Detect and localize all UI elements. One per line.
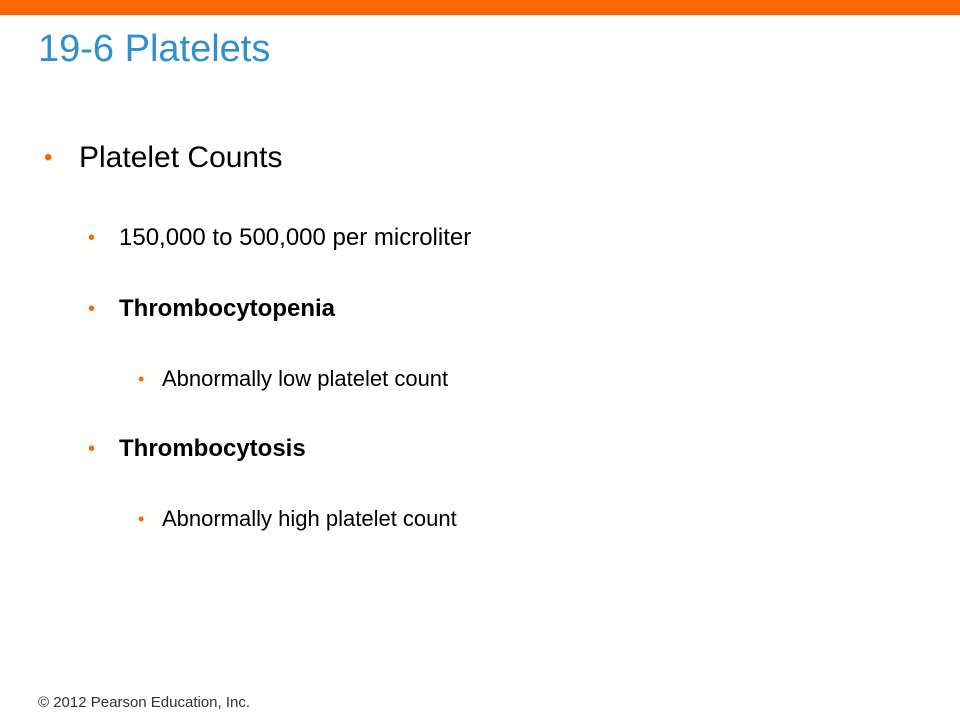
bullet-text: Platelet Counts bbox=[79, 141, 283, 174]
bullet-dot-icon: • bbox=[88, 227, 96, 249]
bullet-text: Thrombocytopenia bbox=[119, 295, 336, 322]
bullet-text: Abnormally high platelet count bbox=[162, 506, 457, 531]
bullet-thrombocytosis bbox=[88, 434, 306, 464]
bullet-dot-icon: • bbox=[138, 369, 145, 389]
bullet-dot-icon: • bbox=[44, 144, 53, 171]
copyright-footer: © 2012 Pearson Education, Inc. bbox=[38, 694, 251, 711]
bullet-high-count bbox=[138, 505, 457, 533]
bullet-dot-icon: • bbox=[88, 298, 96, 320]
bullet-dot-icon: • bbox=[138, 509, 145, 529]
slide-title: 19-6 Platelets bbox=[38, 28, 271, 70]
bullet-low-count bbox=[138, 365, 448, 393]
bullet-text: Thrombocytosis bbox=[119, 435, 306, 462]
bullet-text: Abnormally low platelet count bbox=[162, 366, 449, 391]
bullet-count-range bbox=[88, 223, 471, 253]
bullet-dot-icon: • bbox=[88, 438, 96, 460]
bullet-platelet-counts bbox=[44, 140, 282, 176]
top-accent-bar bbox=[0, 0, 960, 15]
bullet-thrombocytopenia bbox=[88, 294, 335, 324]
bullet-text: 150,000 to 500,000 per microliter bbox=[119, 224, 472, 251]
